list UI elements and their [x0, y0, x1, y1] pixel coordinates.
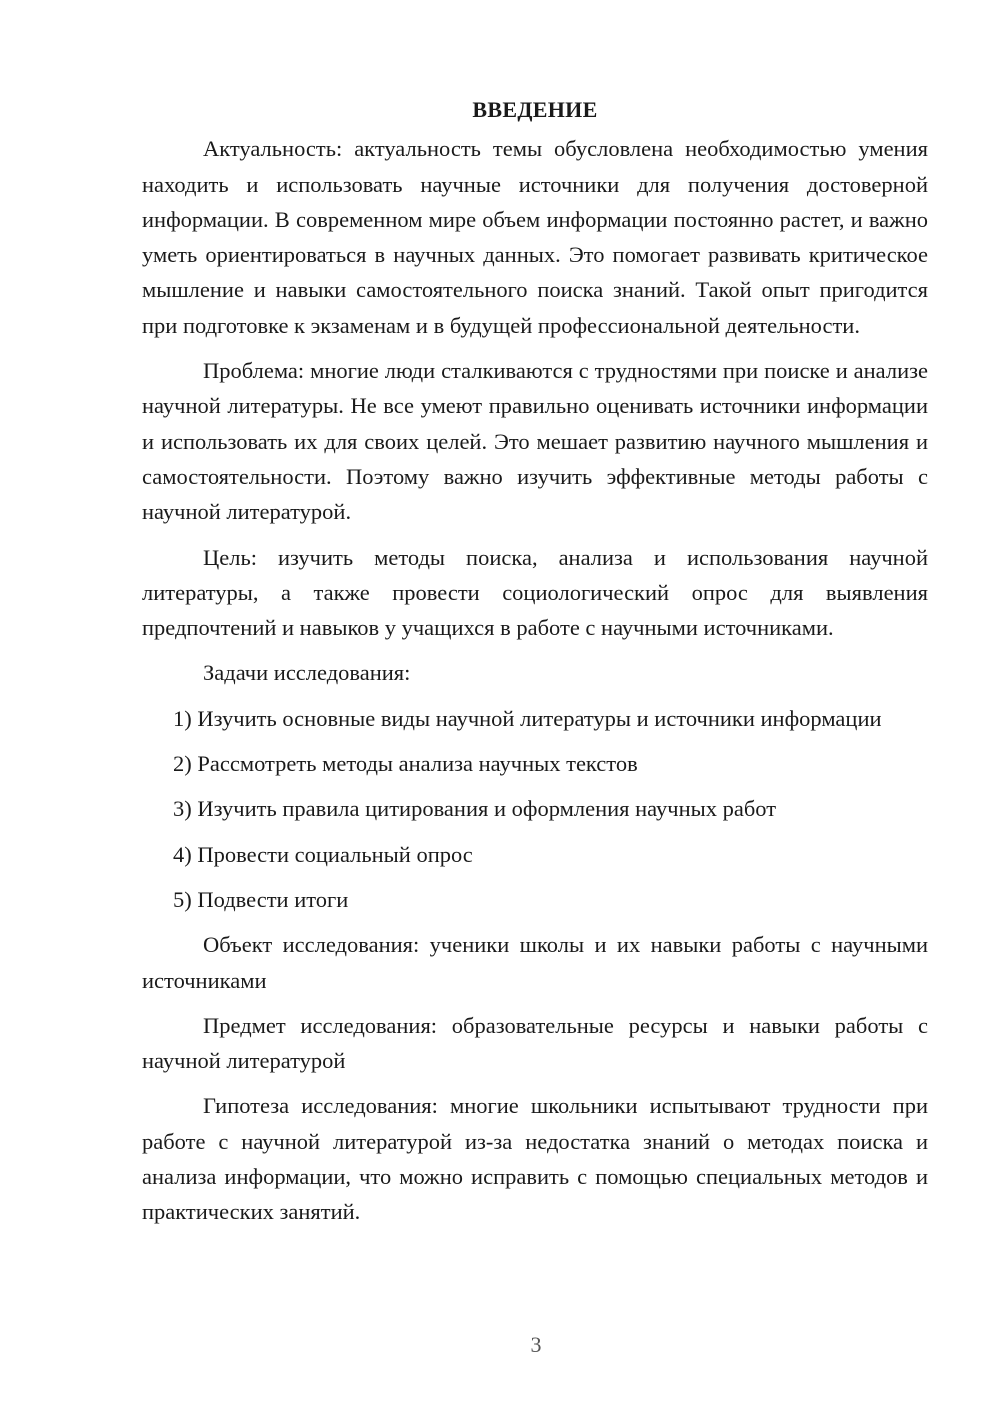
paragraph-goal: Цель: изучить методы поиска, анализа и использования научной литературы, а также провести социологический опрос для выявления предпочтений и навыков у учащихся в работе с научными источниками. — [142, 544, 928, 641]
tasks-list — [142, 701, 928, 917]
paragraph-problem: Проблема: многие люди сталкиваются с трудностями при поиске и анализе научной литературы. Не все умеют правильно оценивать источники информации и использовать их для своих целей. Это мешает развитию научного мышления и самостоятельности. Поэтому важно изучить эффективные методы работы с научной литературой. — [142, 358, 928, 525]
page-number: 3 — [530, 1332, 542, 1357]
section-title: ВВЕДЕНИЕ — [472, 97, 598, 122]
task-item: 5) Подвести итоги — [173, 886, 349, 912]
paragraph-object: Объект исследования: ученики школы и их навыки работы с научными источниками — [142, 932, 928, 993]
task-item: 2) Рассмотреть методы анализа научных текстов — [173, 751, 638, 777]
task-item: 3) Изучить правила цитирования и оформления научных работ — [173, 796, 777, 822]
task-item: 1) Изучить основные виды научной литературы и источники информации — [173, 705, 882, 731]
paragraph-relevance: Актуальность: актуальность темы обусловлена необходимостью умения находить и использовать научные источники для получения достоверной информации. В современном мире объем информации постоянно растет, и важно уметь ориентироваться в научных данных. Это помогает развивать критическое мышление и навыки самостоятельного поиска знаний. Такой опыт пригодится при подготовке к экзаменам и в будущей профессиональной деятельности. — [142, 136, 928, 338]
task-item: 4) Провести социальный опрос — [173, 841, 473, 867]
paragraph-subject: Предмет исследования: образовательные ресурсы и навыки работы с научной литературой — [142, 1012, 928, 1074]
document-page — [142, 92, 928, 1240]
paragraph-hypothesis: Гипотеза исследования: многие школьники испытывают трудности при работе с научной литературой из-за недостатка знаний о методах поиска и анализа информации, что можно исправить с помощью специальных методов и практических занятий. — [142, 1093, 928, 1225]
tasks-heading: Задачи исследования: — [203, 660, 411, 686]
